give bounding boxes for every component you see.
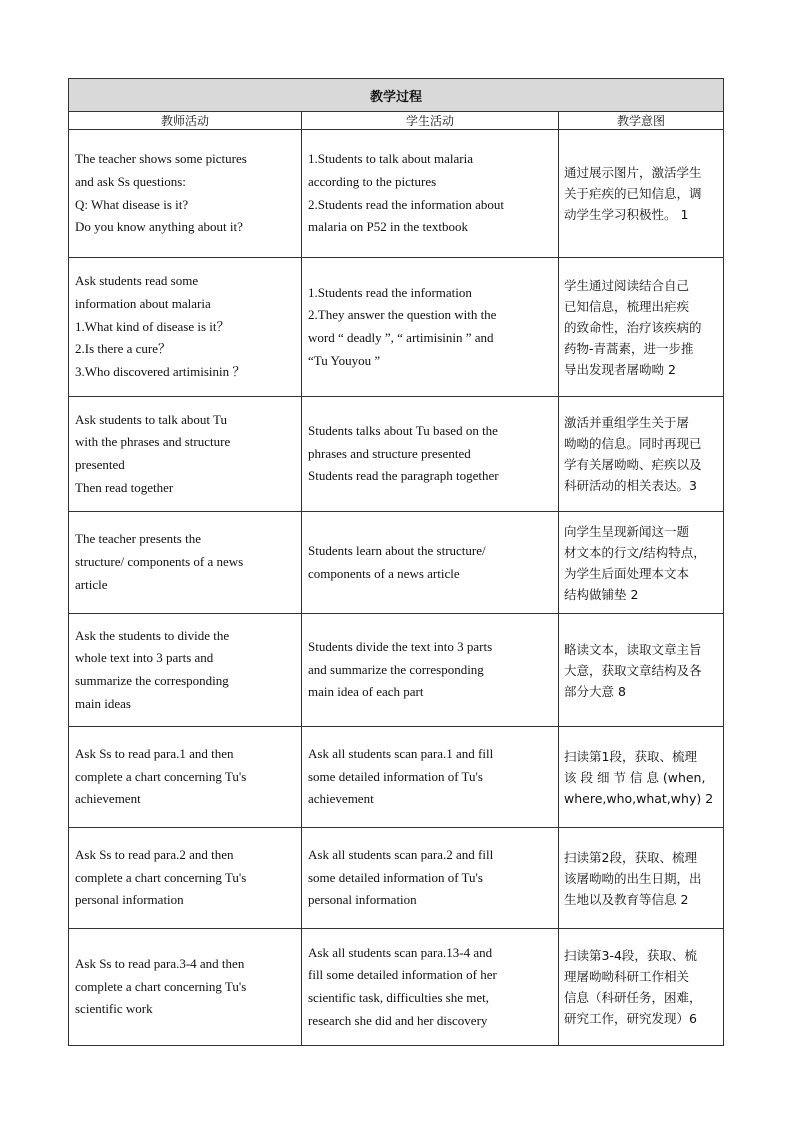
student-line: according to the pictures bbox=[308, 173, 437, 189]
column-header-student: 学生活动 bbox=[302, 112, 559, 130]
purpose-line: 学有关屠呦呦、疟疾以及 bbox=[564, 457, 702, 472]
student-line: word “ deadly ”, “ artimisinin ” and bbox=[308, 330, 494, 345]
student-line: “Tu Youyou ” bbox=[308, 352, 381, 368]
student-line: Ask all students scan para.1 and fill bbox=[308, 745, 494, 761]
teacher-line: complete a chart concerning Tu's bbox=[75, 869, 247, 885]
purpose-line: 扫读第1段，获取、梳理 bbox=[564, 748, 697, 764]
teacher-line: Ask students to talk about Tu bbox=[75, 411, 228, 427]
student-activity-cell bbox=[302, 130, 559, 258]
student-activity-cell bbox=[302, 258, 559, 397]
student-activity-cell bbox=[302, 727, 559, 828]
student-line: malaria on P52 in the textbook bbox=[308, 219, 468, 235]
table-row bbox=[69, 727, 724, 828]
teacher-line: information about malaria bbox=[75, 295, 211, 311]
teacher-line: presented bbox=[75, 457, 125, 472]
purpose-line: 为学生后面处理本文本 bbox=[564, 565, 690, 581]
purpose-line: 该屠呦呦的出生日期，出 bbox=[564, 870, 702, 886]
teacher-activity-cell bbox=[69, 258, 302, 397]
purpose-cell bbox=[559, 258, 724, 397]
column-header-purpose: 教学意图 bbox=[559, 112, 724, 130]
purpose-cell bbox=[559, 614, 724, 727]
student-line: achievement bbox=[308, 791, 374, 807]
purpose-line: 该 段 细 节 信 息 (when, bbox=[564, 769, 706, 785]
purpose-line: 学生通过阅读结合自己 bbox=[564, 277, 690, 293]
student-line: Students learn about the structure/ bbox=[308, 542, 486, 558]
purpose-line: 激活并重组学生关于屠 bbox=[564, 415, 690, 430]
student-activity-cell bbox=[302, 397, 559, 512]
student-activity-cell bbox=[302, 929, 559, 1046]
purpose-line: where,who,what,why) 2 bbox=[564, 790, 714, 806]
student-line: phrases and structure presented bbox=[308, 445, 471, 461]
teacher-line: achievement bbox=[75, 791, 141, 807]
purpose-line: 的致命性，治疗该疾病的 bbox=[564, 319, 702, 335]
teacher-activity-cell bbox=[69, 929, 302, 1046]
teacher-line: main ideas bbox=[75, 695, 131, 711]
teacher-line: 1.What kind of disease is it？ bbox=[75, 318, 230, 334]
student-line: 2.They answer the question with the bbox=[308, 307, 497, 323]
table-row bbox=[69, 130, 724, 258]
purpose-line: 动学生学习积极性。 1 bbox=[564, 207, 689, 222]
student-line: and summarize the corresponding bbox=[308, 661, 484, 677]
student-line: Ask all students scan para.13-4 and bbox=[308, 944, 493, 960]
teacher-line: 2.Is there a cure？ bbox=[75, 341, 172, 357]
table-row bbox=[69, 929, 724, 1046]
purpose-line: 通过展示图片，激活学生 bbox=[564, 165, 702, 180]
purpose-line: 大意，获取文章结构及各 bbox=[564, 662, 702, 678]
purpose-line: 略读文本，读取文章主旨 bbox=[564, 641, 702, 657]
student-activity-cell bbox=[302, 828, 559, 929]
student-line: 1.Students read the information bbox=[308, 284, 472, 300]
teacher-line: 3.Who discovered artimisinin ？ bbox=[75, 364, 246, 380]
teacher-activity-cell bbox=[69, 130, 302, 258]
purpose-line: 扫读第2段，获取、梳理 bbox=[564, 849, 697, 865]
teacher-activity-cell bbox=[69, 614, 302, 727]
table-row bbox=[69, 512, 724, 614]
table-row bbox=[69, 258, 724, 397]
teaching-process-table bbox=[68, 78, 724, 1046]
teacher-line: and ask Ss questions: bbox=[75, 173, 186, 189]
purpose-line: 科研活动的相关表达。3 bbox=[564, 478, 697, 493]
purpose-line: 扫读第3-4段，获取、梳 bbox=[564, 948, 697, 963]
teacher-activity-cell bbox=[69, 512, 302, 614]
student-line: main idea of each part bbox=[308, 684, 424, 700]
teacher-line: Ask students read some bbox=[75, 273, 199, 289]
teacher-line: with the phrases and structure bbox=[75, 434, 231, 450]
student-line: personal information bbox=[308, 892, 417, 908]
purpose-cell bbox=[559, 397, 724, 512]
purpose-line: 研究工作，研究发现）6 bbox=[564, 1011, 697, 1026]
teacher-line: complete a chart concerning Tu's bbox=[75, 768, 247, 784]
student-line: fill some detailed information of her bbox=[308, 967, 497, 983]
teacher-line: The teacher shows some pictures bbox=[75, 151, 247, 167]
table-title: 教学过程 bbox=[69, 79, 724, 112]
purpose-cell bbox=[559, 828, 724, 929]
table-row bbox=[69, 614, 724, 727]
teacher-line: scientific work bbox=[75, 1001, 153, 1017]
purpose-line: 部分大意 8 bbox=[564, 683, 626, 699]
purpose-line: 信息（科研任务，困难， bbox=[564, 990, 702, 1005]
table-row bbox=[69, 397, 724, 512]
purpose-line: 结构做铺垫 2 bbox=[564, 586, 639, 602]
student-activity-cell bbox=[302, 512, 559, 614]
teacher-line: Q: What disease is it? bbox=[75, 196, 189, 212]
teacher-line: complete a chart concerning Tu's bbox=[75, 978, 247, 994]
purpose-cell bbox=[559, 929, 724, 1046]
student-line: Students talks about Tu based on the bbox=[308, 422, 498, 438]
student-activity-cell bbox=[302, 614, 559, 727]
student-line: 2.Students read the information about bbox=[308, 196, 505, 212]
purpose-line: 生地以及教育等信息 2 bbox=[564, 891, 689, 907]
teacher-line: article bbox=[75, 576, 108, 592]
purpose-line: 向学生呈现新闻这一题 bbox=[564, 523, 690, 539]
purpose-cell bbox=[559, 727, 724, 828]
student-line: some detailed information of Tu's bbox=[308, 768, 483, 784]
purpose-line: 导出发现者屠呦呦 2 bbox=[564, 361, 676, 377]
purpose-line: 呦呦的信息。同时再现已 bbox=[564, 436, 702, 451]
student-line: research she did and her discovery bbox=[308, 1012, 488, 1028]
teacher-activity-cell bbox=[69, 727, 302, 828]
teacher-activity-cell bbox=[69, 397, 302, 512]
teacher-line: Do you know anything about it? bbox=[75, 219, 243, 235]
purpose-line: 材文本的行文/结构特点， bbox=[564, 544, 706, 560]
student-line: Students read the paragraph together bbox=[308, 468, 499, 484]
teacher-line: Ask Ss to read para.3-4 and then bbox=[75, 955, 245, 971]
purpose-line: 关于疟疾的已知信息，调 bbox=[564, 186, 702, 201]
purpose-line: 已知信息，梳理出疟疾 bbox=[564, 298, 690, 314]
teacher-line: summarize the corresponding bbox=[75, 673, 229, 688]
purpose-cell bbox=[559, 512, 724, 614]
teacher-line: personal information bbox=[75, 892, 184, 908]
teacher-line: Then read together bbox=[75, 479, 174, 495]
teacher-line: Ask the students to divide the bbox=[75, 627, 230, 643]
student-line: scientific task, difficulties she met, bbox=[308, 990, 489, 1005]
purpose-cell bbox=[559, 130, 724, 258]
table-row bbox=[69, 828, 724, 929]
teacher-line: Ask Ss to read para.1 and then bbox=[75, 745, 234, 761]
student-line: 1.Students to talk about malaria bbox=[308, 151, 473, 167]
student-line: Students divide the text into 3 parts bbox=[308, 638, 493, 654]
teacher-line: structure/ components of a news bbox=[75, 554, 244, 570]
teacher-activity-cell bbox=[69, 828, 302, 929]
teacher-line: whole text into 3 parts and bbox=[75, 650, 214, 666]
student-line: some detailed information of Tu's bbox=[308, 869, 483, 885]
student-line: Ask all students scan para.2 and fill bbox=[308, 846, 494, 862]
purpose-line: 理屠呦呦科研工作相关 bbox=[564, 969, 690, 984]
purpose-line: 药物-青蒿素，进一步推 bbox=[564, 340, 694, 356]
student-line: components of a news article bbox=[308, 565, 460, 581]
teacher-line: The teacher presents the bbox=[75, 531, 201, 547]
teacher-line: Ask Ss to read para.2 and then bbox=[75, 846, 234, 862]
column-header-teacher: 教师活动 bbox=[69, 112, 302, 130]
